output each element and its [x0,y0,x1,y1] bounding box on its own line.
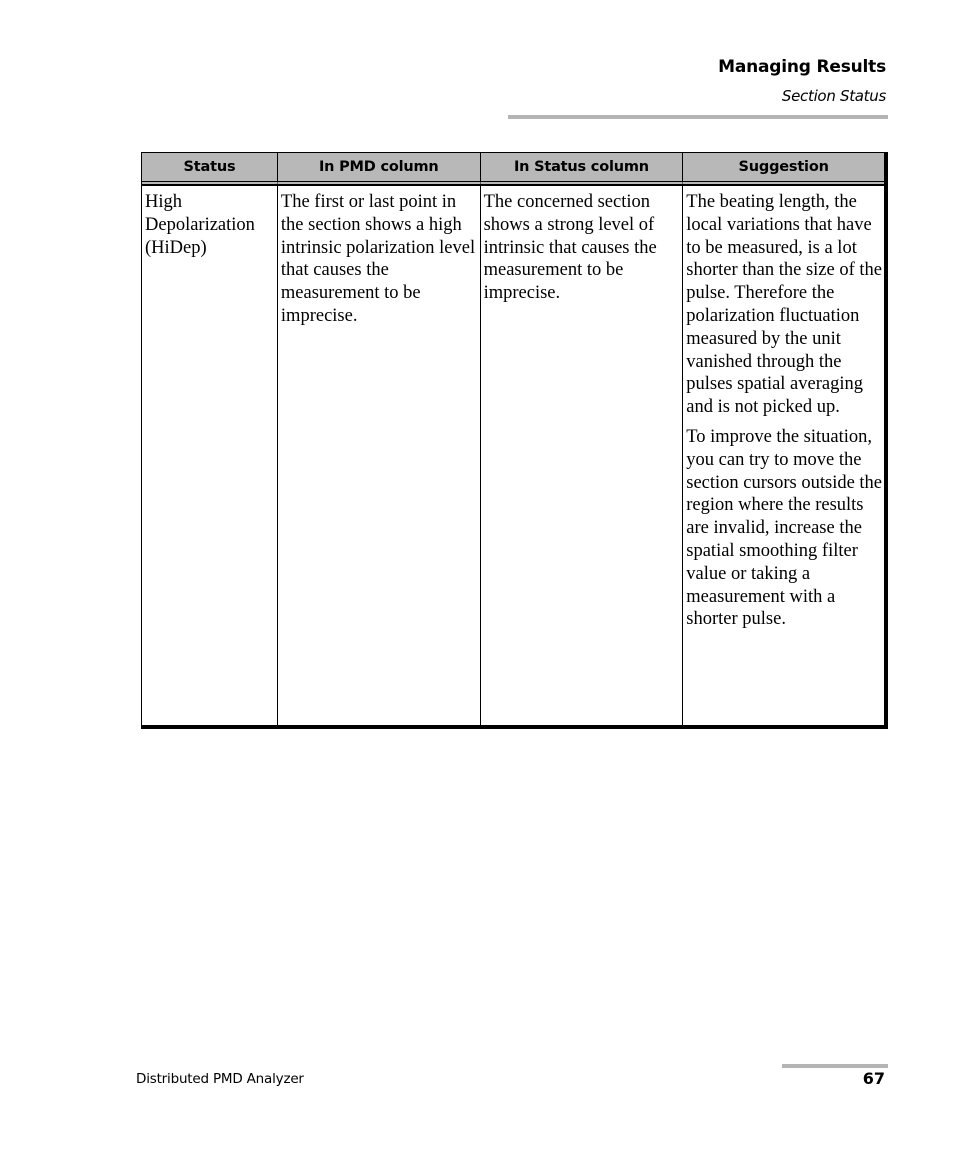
column-header-status: Status [142,153,278,185]
status-column-text: The concerned section shows a strong level of intrinsic that causes the measurement to be imprecise. [483,192,657,304]
suggestion-cell [683,185,884,725]
document-name: Distributed PMD Analyzer [136,1071,304,1087]
table-row [142,185,884,725]
chapter-title: Managing Results [718,57,886,77]
column-header-status-column: In Status column [481,153,684,185]
header-rule [508,115,888,119]
section-title: Section Status [781,87,886,105]
status-table [141,152,888,729]
table-header-row [142,153,884,185]
pmd-column-text: The first or last point in the section shows a high intrinsic polarization level that causes the measurement to be imprecise. [280,192,476,326]
pmd-column-cell [278,185,481,725]
suggestion-paragraph: The beating length, the local variations that have to be measured, is a lot shorter than the size of the pulse. Therefore the polarization fluctuation measured by the unit vanished through the pulses spatial averaging and is not picked up. [686,192,882,418]
footer-rule [782,1064,888,1068]
column-header-suggestion: Suggestion [683,153,884,185]
status-text: High Depolarization (HiDep) [145,192,255,258]
suggestion-paragraph: To improve the situation, you can try to move the section cursors outside the region where the results are invalid, increase the spatial smoothing filter value or taking a measurement with a shorter pulse. [686,426,883,630]
page-number: 67 [862,1069,885,1088]
status-column-cell [481,185,684,725]
column-header-pmd: In PMD column [278,153,481,185]
status-cell [142,185,278,725]
